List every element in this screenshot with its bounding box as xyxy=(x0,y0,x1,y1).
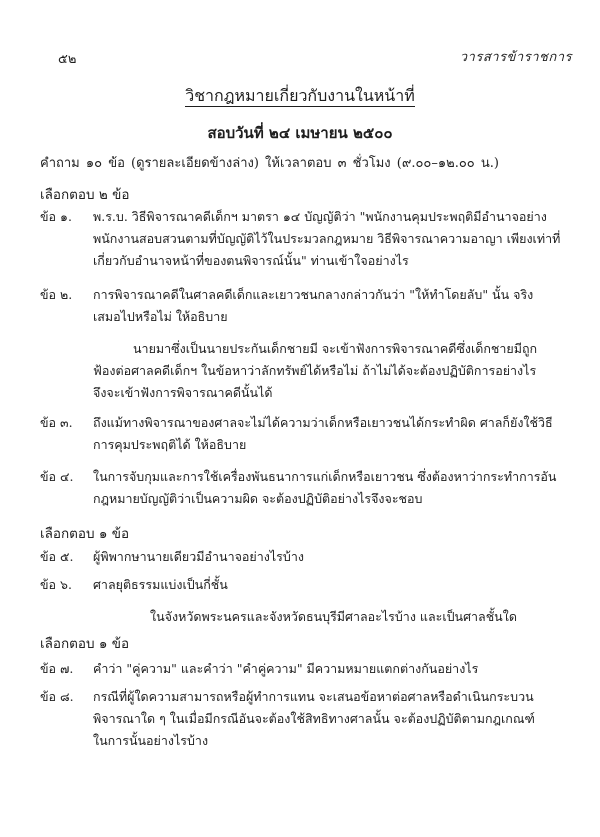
question-line: ในการนั้นอย่างไรบ้าง xyxy=(93,733,209,748)
question-line: กรณีที่ผู้ใดความสามารถหรือผู้ทำการแทน จะเสนอข้อหาต่อศาลหรือดำเนินกระบวน xyxy=(93,689,534,704)
page-number: ๕๒ xyxy=(58,52,77,67)
exam-date: สอบวันที่ ๒๔ เมษายน ๒๕๐๐ xyxy=(207,124,393,142)
question-line: เสมอไปหรือไม่ ให้อธิบาย xyxy=(93,309,228,324)
question-2 xyxy=(40,284,568,404)
question-line: ศาลยุติธรรมแบ่งเป็นกี่ชั้น xyxy=(93,577,228,592)
question-line: พิจารณาใด ๆ ในเมื่อมีกรณีอันจะต้องใช้สิทธิทางศาลนั้น จะต้องปฏิบัติตามกฎเกณฑ์ xyxy=(93,711,535,726)
question-8 xyxy=(40,686,568,752)
section-title: เลือกตอบ ๑ ข้อ xyxy=(40,526,130,542)
question-sub-line: นายมาซึ่งเป็นนายประกันเด็กชายมี จะเข้าฟังการพิจารณาคดีซึ่งเด็กชายมีถูก xyxy=(133,341,538,356)
exam-title-text: วิชากฎหมายเกี่ยวกับงานในหน้าที่ xyxy=(185,86,415,105)
question-3 xyxy=(40,412,568,456)
question-number: ข้อ ๕. xyxy=(40,549,74,564)
question-line: ถึงแม้ทางพิจารณาของศาลจะไม่ได้ความว่าเด็กหรือเยาวชนได้กระทำผิด ศาลก็ยังใช้วิธี xyxy=(93,415,553,430)
question-line: ในการจับกุมและการใช้เครื่องพันธนาการแก่เด็กหรือเยาวชน ซึ่งต้องหาว่ากระทำการอัน xyxy=(93,469,557,484)
section-title: เลือกตอบ ๑ ข้อ xyxy=(40,636,130,652)
question-sub-line: ในจังหวัดพระนครและจังหวัดธนบุรีมีศาลอะไรบ้าง และเป็นศาลชั้นใด xyxy=(150,609,517,624)
question-line: การคุมประพฤติได้ ให้อธิบาย xyxy=(93,437,247,452)
question-sub-line: จึงจะเข้าฟังการพิจารณาคดีนั้นได้ xyxy=(93,385,273,400)
question-line: เกี่ยวกับอำนาจหน้าที่ของตนพิจารณ์นั้น" ท่านเข้าใจอย่างไร xyxy=(93,253,409,268)
question-number: ข้อ ๔. xyxy=(40,469,74,484)
question-line: พนักงานสอบสวนตามที่บัญญัติไว้ในประมวลกฎหมาย วิธีพิจารณาความอาญา เพียงเท่าที่ xyxy=(93,231,561,246)
question-number: ข้อ ๑. xyxy=(40,209,72,224)
question-4 xyxy=(40,466,568,510)
question-line: คำว่า "คู่ความ" และคำว่า "คำคู่ความ" มีความหมายแตกต่างกันอย่างไร xyxy=(93,661,479,676)
section-title: เลือกตอบ ๒ ข้อ xyxy=(40,187,130,203)
question-line: พ.ร.บ. วิธีพิจารณาคดีเด็กฯ มาตรา ๑๔ บัญญัติว่า "พนักงานคุมประพฤติมีอำนาจอย่าง xyxy=(93,209,547,224)
exam-title xyxy=(0,84,600,109)
question-number: ข้อ ๘. xyxy=(40,689,74,704)
question-line: ผู้พิพากษานายเดียวมีอำนาจอย่างไรบ้าง xyxy=(93,549,304,564)
question-number: ข้อ ๒. xyxy=(40,287,73,302)
question-1 xyxy=(40,206,568,272)
question-line: กฎหมายบัญญัติว่าเป็นความผิด จะต้องปฏิบัติอย่างไรจึงจะชอบ xyxy=(93,491,423,506)
exam-instructions: คำถาม ๑๐ ข้อ (ดูรายละเอียดข้างล่าง) ให้เวลาตอบ ๓ ชั่วโมง (๙.๐๐–๑๒.๐๐ น.) xyxy=(40,156,499,171)
question-number: ข้อ ๓. xyxy=(40,415,73,430)
question-5 xyxy=(40,546,568,568)
question-number: ข้อ ๗. xyxy=(40,661,74,676)
question-7 xyxy=(40,658,568,680)
journal-name: วารสารข้าราชการ xyxy=(459,50,572,65)
question-6 xyxy=(40,574,568,628)
question-number: ข้อ ๖. xyxy=(40,577,72,592)
question-line: การพิจารณาคดีในศาลคดีเด็กและเยาวชนกลางกล่าวกันว่า "ให้ทำโดยลับ" นั้น จริง xyxy=(93,287,534,302)
question-sub-line: ฟ้องต่อศาลคดีเด็กฯ ในข้อหาว่าลักทรัพย์ได้หรือไม่ ถ้าไม่ได้จะต้องปฏิบัติการอย่างไร xyxy=(93,363,537,378)
